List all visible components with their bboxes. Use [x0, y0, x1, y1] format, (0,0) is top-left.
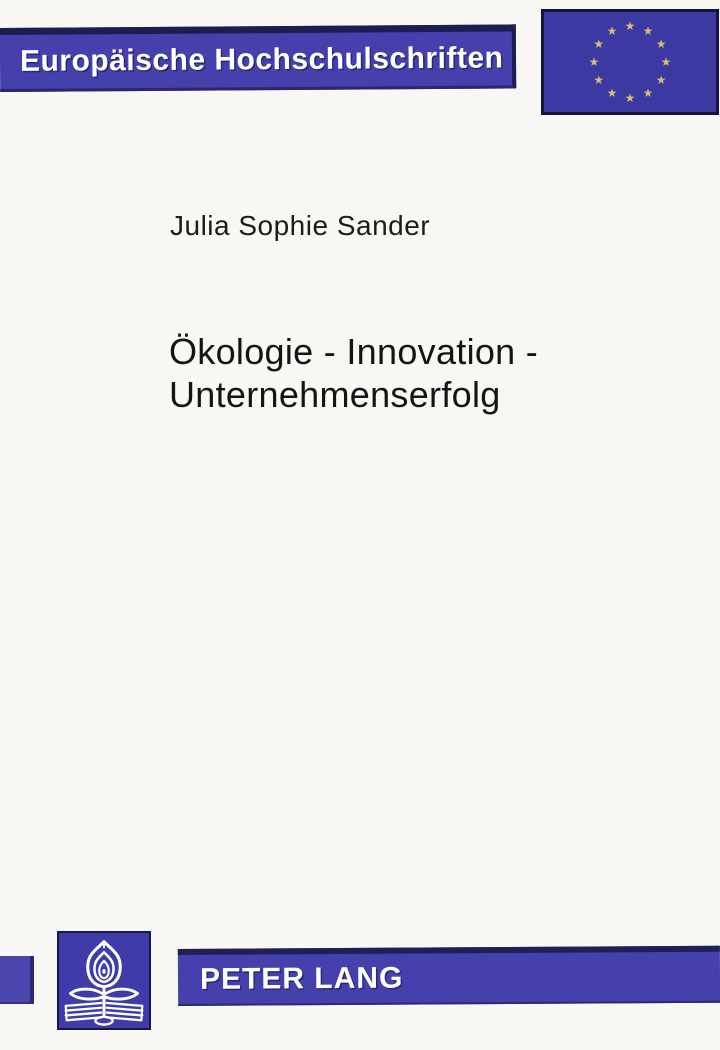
spine-band: [0, 956, 34, 1004]
eu-star-icon: ★: [655, 73, 667, 87]
eu-star-icon: ★: [660, 55, 672, 69]
eu-star-icon: ★: [642, 86, 654, 101]
eu-star-icon: ★: [606, 86, 618, 101]
tulip-book-icon: [59, 933, 149, 1028]
eu-flag-stars: [544, 12, 716, 112]
publisher-bar: [178, 946, 720, 1006]
eu-star-icon: ★: [655, 37, 667, 51]
publisher-logo: [57, 931, 151, 1030]
eu-star-icon: ★: [606, 23, 618, 38]
author-name: Julia Sophie Sander: [170, 210, 431, 241]
eu-star-icon: ★: [593, 73, 605, 87]
series-banner: [0, 24, 516, 92]
eu-star-icon: ★: [624, 19, 636, 33]
publisher-name: PETER LANG: [199, 961, 404, 996]
book-title: [169, 330, 538, 416]
eu-star-icon: ★: [624, 91, 636, 105]
book-title-line-2: Unternehmenserfolg: [169, 374, 501, 415]
eu-star-icon: ★: [588, 55, 600, 69]
eu-star-icon: ★: [642, 23, 654, 38]
book-title-line-1: Ökologie - Innovation -: [169, 331, 539, 372]
eu-flag: [541, 9, 719, 115]
series-title: Europäische Hochschulschriften: [19, 41, 504, 78]
eu-star-icon: ★: [593, 37, 605, 51]
